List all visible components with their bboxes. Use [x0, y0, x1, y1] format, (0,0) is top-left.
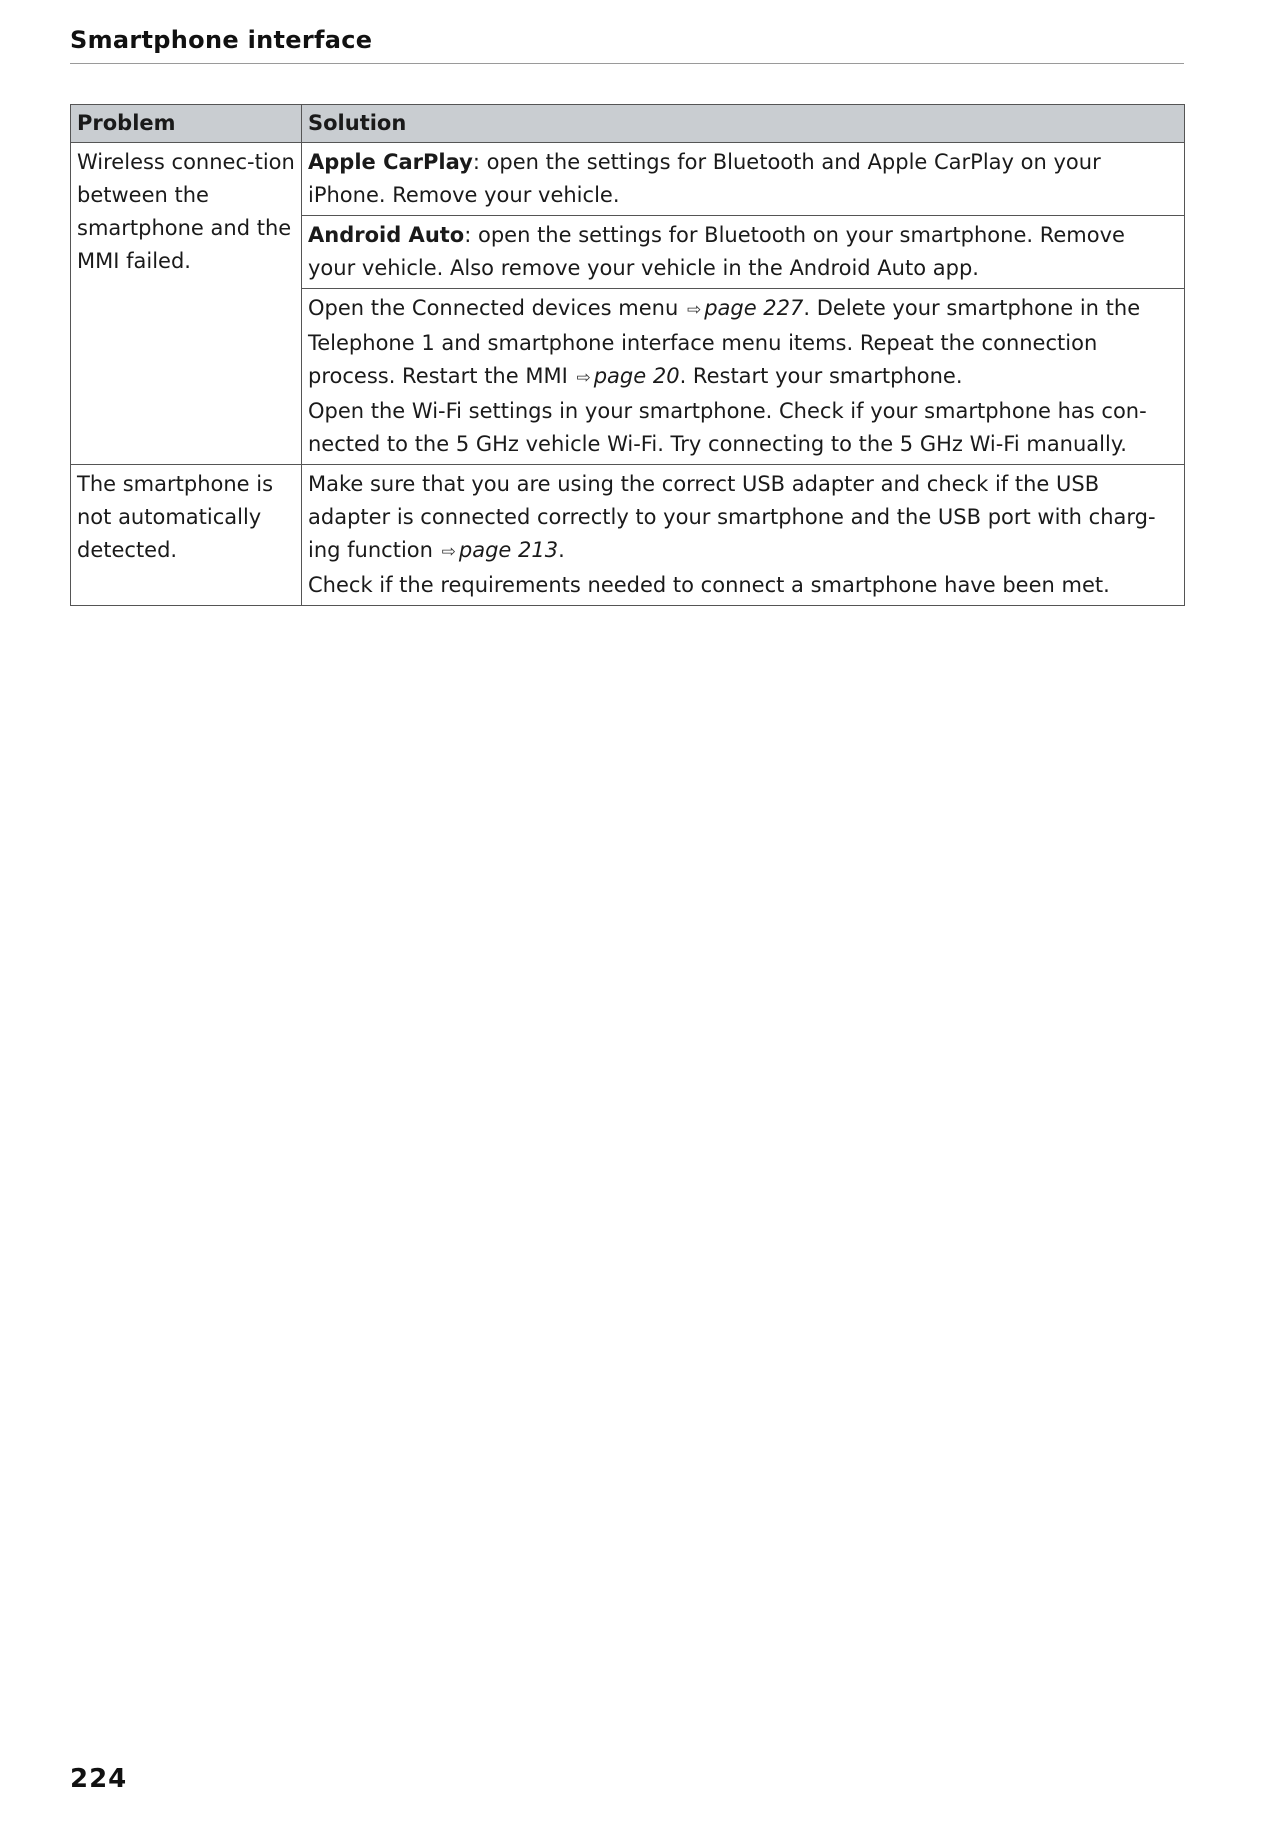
solution-platform-label: Android Auto	[308, 223, 465, 247]
arrow-right-icon: ⇨	[686, 300, 702, 320]
problem-text: The smartphone is not automatically detected.	[77, 472, 274, 562]
solution-text: Open the Wi-Fi settings in your smartphone. Check if your smartphone has con-nected to the 5 GHz vehicle Wi-Fi. Try connecting to the 5 GHz Wi-Fi manually.	[308, 399, 1147, 456]
page-number: 224	[70, 1764, 128, 1794]
page-cross-reference[interactable]	[440, 538, 558, 562]
troubleshooting-table	[70, 104, 1185, 606]
page-cross-reference[interactable]	[685, 296, 803, 320]
page-reference-text: page 213	[458, 538, 559, 562]
solution-text: Make sure that you are using the correct USB adapter and check if the USB adapter is connected correctly to your smartphone and the USB port with charg-ing function	[308, 472, 1156, 562]
solution-text: Open the Connected devices menu	[308, 296, 679, 320]
solution-text: . Restart your smartphone.	[679, 364, 963, 388]
solution-cell	[302, 289, 1185, 465]
solution-text: Check if the requirements needed to connect a smartphone have been met.	[308, 573, 1110, 597]
problem-cell	[71, 465, 302, 606]
problem-cell	[71, 143, 302, 465]
arrow-right-icon: ⇨	[441, 542, 456, 562]
table-row	[71, 143, 1185, 216]
page-reference-text: page 20	[593, 364, 680, 388]
solution-text: : open the settings for Bluetooth and Apple CarPlay on your iPhone. Remove your vehicle.	[308, 150, 1101, 207]
solution-cell	[302, 465, 1185, 606]
solution-cell	[302, 143, 1185, 216]
solution-text: .	[558, 538, 565, 562]
section-title: Smartphone interface	[70, 26, 373, 54]
page-header	[70, 26, 1184, 64]
arrow-right-icon: ⇨	[576, 368, 591, 388]
solution-text: . Delete your smartphone in the Telephone 1 and smartphone interface menu items. Repeat the connection process. Restart the MMI	[308, 296, 1141, 388]
solution-text: : open the settings for Bluetooth on your smartphone. Remove your vehicle. Also remove your vehicle in the Android Auto app.	[308, 223, 1125, 280]
solution-column-header: Solution	[302, 105, 1185, 143]
page-reference-text: page 227	[704, 296, 804, 320]
table-row	[71, 465, 1185, 606]
page-cross-reference[interactable]	[574, 364, 679, 388]
solution-platform-label: Apple CarPlay	[308, 150, 473, 174]
solution-cell	[302, 216, 1185, 289]
problem-text: Wireless connec-tion between the smartphone and the MMI failed.	[77, 150, 295, 273]
table-header-row	[71, 105, 1185, 143]
problem-column-header: Problem	[71, 105, 302, 143]
